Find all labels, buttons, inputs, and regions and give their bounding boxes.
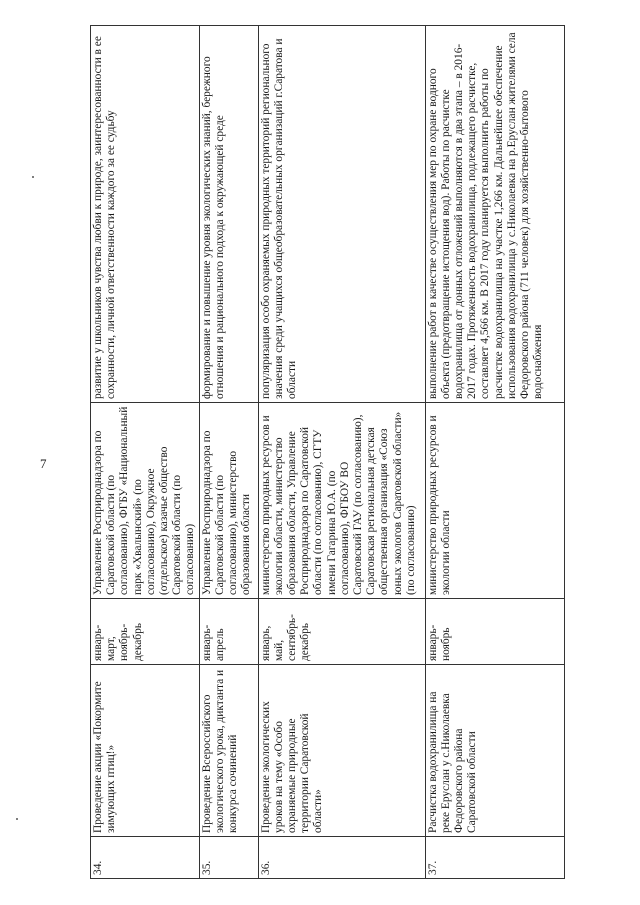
table-row <box>199 26 258 879</box>
event-name: Проведение акции «Покормите зимующих птиц!» <box>91 665 200 837</box>
rotated-page <box>80 0 640 905</box>
events-table <box>90 25 565 879</box>
event-timing: январь-ноябрь <box>425 599 564 665</box>
event-name: Проведение экологических уроков на тему «Особо охраняемые природные территории Саратовской области» <box>258 665 425 837</box>
scan-speck <box>32 176 34 178</box>
event-responsible: Управление Росприроднадзора по Саратовской области (по согласованию), министерство образования области <box>199 403 258 599</box>
event-timing: январь, май, сентябрь-декабрь <box>258 599 425 665</box>
row-number: 34. <box>91 837 200 879</box>
event-name: Расчистка водохранилища на реке Еруслан у с.Николаевка Федоровского района Саратовской области <box>425 665 564 837</box>
scan-speck <box>16 818 18 820</box>
event-result: развитие у школьников чувства любви к природе, заинтересованности в ее сохранности, личной ответственности каждого за ее судьбу <box>91 26 200 403</box>
event-result: популяризация особо охраняемых природных территорий регионального значения среди учащихся общеобразовательных организаций г.Саратова и области <box>258 26 425 403</box>
row-number: 35. <box>199 837 258 879</box>
event-timing: январь-март, ноябрь-декабрь <box>91 599 200 665</box>
table-row <box>91 26 200 879</box>
event-responsible: министерство природных ресурсов и экологии области, министерство образования области, Управление Росприроднадзора по Саратовской области (по согласованию), СГТУ имени Гагарина Ю.А. (по согласованию), ФГБОУ ВО Саратовский ГАУ (по согласованию), Саратовская региональная детская общественная организация «Союз юных экологов Саратовской области» (по согласованию) <box>258 403 425 599</box>
row-number: 36. <box>258 837 425 879</box>
event-responsible: министерство природных ресурсов и экологии области <box>425 403 564 599</box>
event-result: выполнение работ в качестве осуществления мер по охране водного объекта (предотвращение истощения вод). Работы по расчистке водохранилища от донных отложений выполняются в два этапа – в 2016-2017 годах. Протяженность водохранилища, подлежащего расчистке, составляет 4,566 км. В 2017 году планируется выполнить работы по расчистке водохранилища на участке 1,266 км. Дальнейшее обеспечение использования водохранилища у с.Николаевка на р.Еруслан жителями села Федоровского района (711 человек) для хозяйственно-бытового водоснабжения <box>425 26 564 403</box>
event-name: Проведение Всероссийского экологического урока, диктанта и конкурса сочинений <box>199 665 258 837</box>
event-responsible: Управление Росприроднадзора по Саратовской области (по согласованию), ФГБУ «Национальный парк «Хвалынский» (по согласованию), Окружное (отдельское) казачье общество Саратовской области (по согласованию) <box>91 403 200 599</box>
event-result: формирование и повышение уровня экологических знаний, бережного отношения и рационального подхода к окружающей среде <box>199 26 258 403</box>
table-row <box>425 26 564 879</box>
page-number: 7 <box>40 456 47 471</box>
row-number: 37. <box>425 837 564 879</box>
event-timing: январь-апрель <box>199 599 258 665</box>
table-row <box>258 26 425 879</box>
